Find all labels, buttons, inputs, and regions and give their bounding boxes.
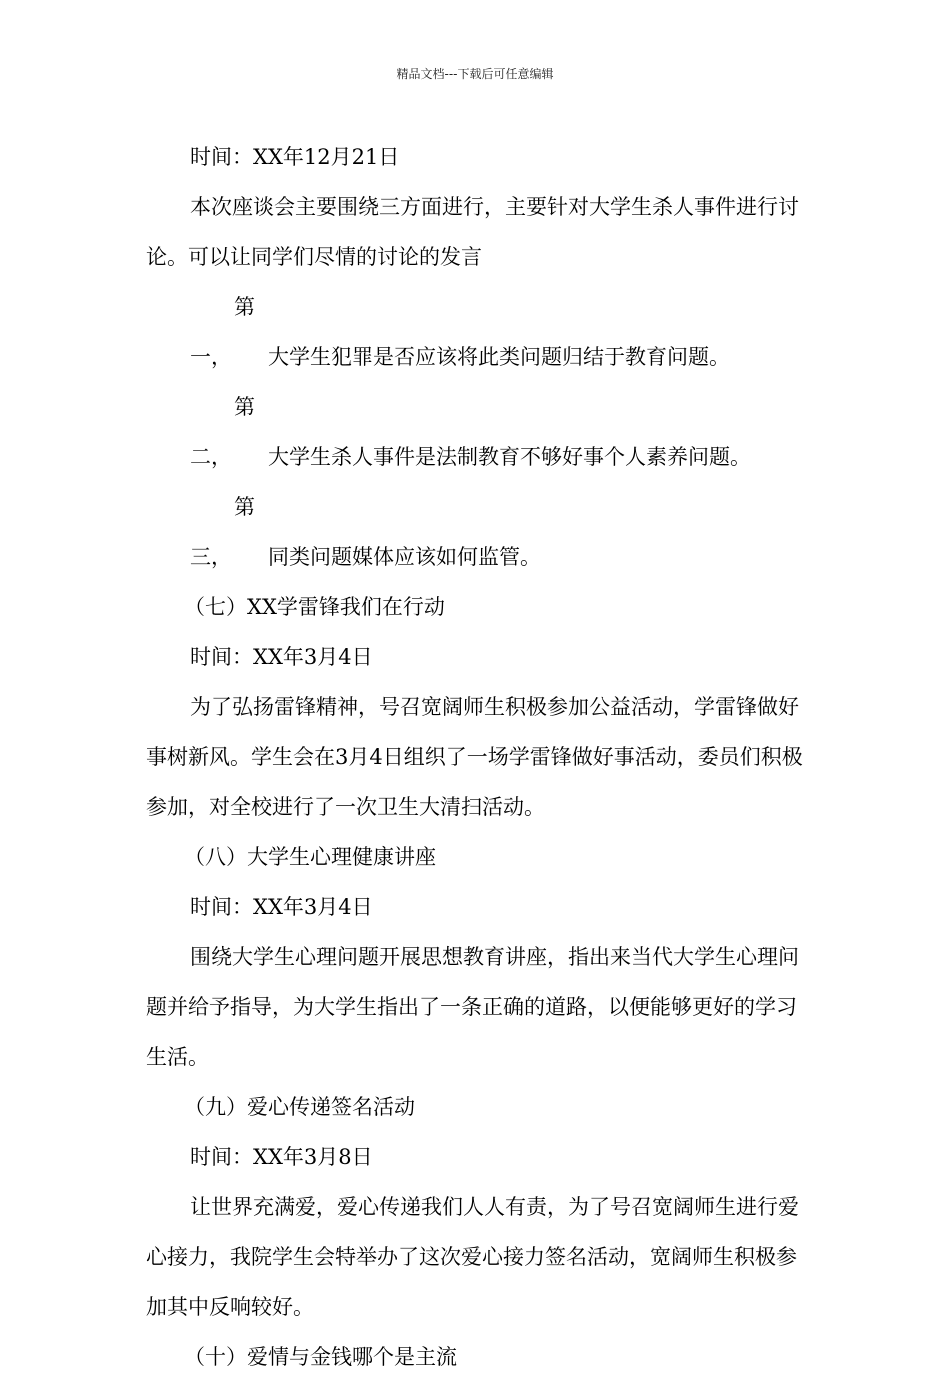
meeting-date: 时间：XX年12月21日	[190, 145, 400, 169]
item-number: 第三，	[190, 495, 255, 569]
section-heading-7: （七）XX学雷锋我们在行动	[184, 595, 445, 619]
item-number: 第一，	[190, 295, 255, 369]
item-text: 大学生犯罪是否应该将此类问题归结于教育问题。	[268, 345, 730, 369]
item-number: 第二，	[190, 395, 255, 469]
meeting-summary: 本次座谈会主要围绕三方面进行，主要针对大学生杀人事件进行讨论。可以让同学们尽情的讨论的发言	[146, 195, 799, 269]
section-heading-8: （八）大学生心理健康讲座	[184, 845, 436, 869]
section-body-9: 让世界充满爱，爱心传递我们人人有责，为了号召宽阔师生进行爱心接力，我院学生会特举办了这次爱心接力签名活动，宽阔师生积极参加其中反响较好。	[146, 1195, 799, 1319]
item-text: 大学生杀人事件是法制教育不够好事个人素养问题。	[268, 445, 751, 469]
section-date-7: 时间：XX年3月4日	[190, 645, 373, 669]
item-text: 同类问题媒体应该如何监管。	[268, 545, 541, 569]
discussion-item-2	[146, 382, 810, 482]
discussion-item-1	[146, 282, 810, 382]
section-date-8: 时间：XX年3月4日	[190, 895, 373, 919]
section-body-7: 为了弘扬雷锋精神，号召宽阔师生积极参加公益活动，学雷锋做好事树新风。学生会在3月4日组织了一场学雷锋做好事活动，委员们积极参加，对全校进行了一次卫生大清扫活动。	[146, 695, 803, 819]
section-heading-10: （十）爱情与金钱哪个是主流	[184, 1345, 457, 1369]
section-heading-9: （九）爱心传递签名活动	[184, 1095, 415, 1119]
page-header: 精品文档---下载后可任意编辑	[396, 67, 554, 81]
section-date-9: 时间：XX年3月8日	[190, 1145, 373, 1169]
discussion-item-3	[146, 482, 810, 582]
document-body	[146, 132, 810, 1382]
section-body-8: 围绕大学生心理问题开展思想教育讲座，指出来当代大学生心理问题并给予指导，为大学生指出了一条正确的道路，以便能够更好的学习生活。	[146, 945, 799, 1069]
